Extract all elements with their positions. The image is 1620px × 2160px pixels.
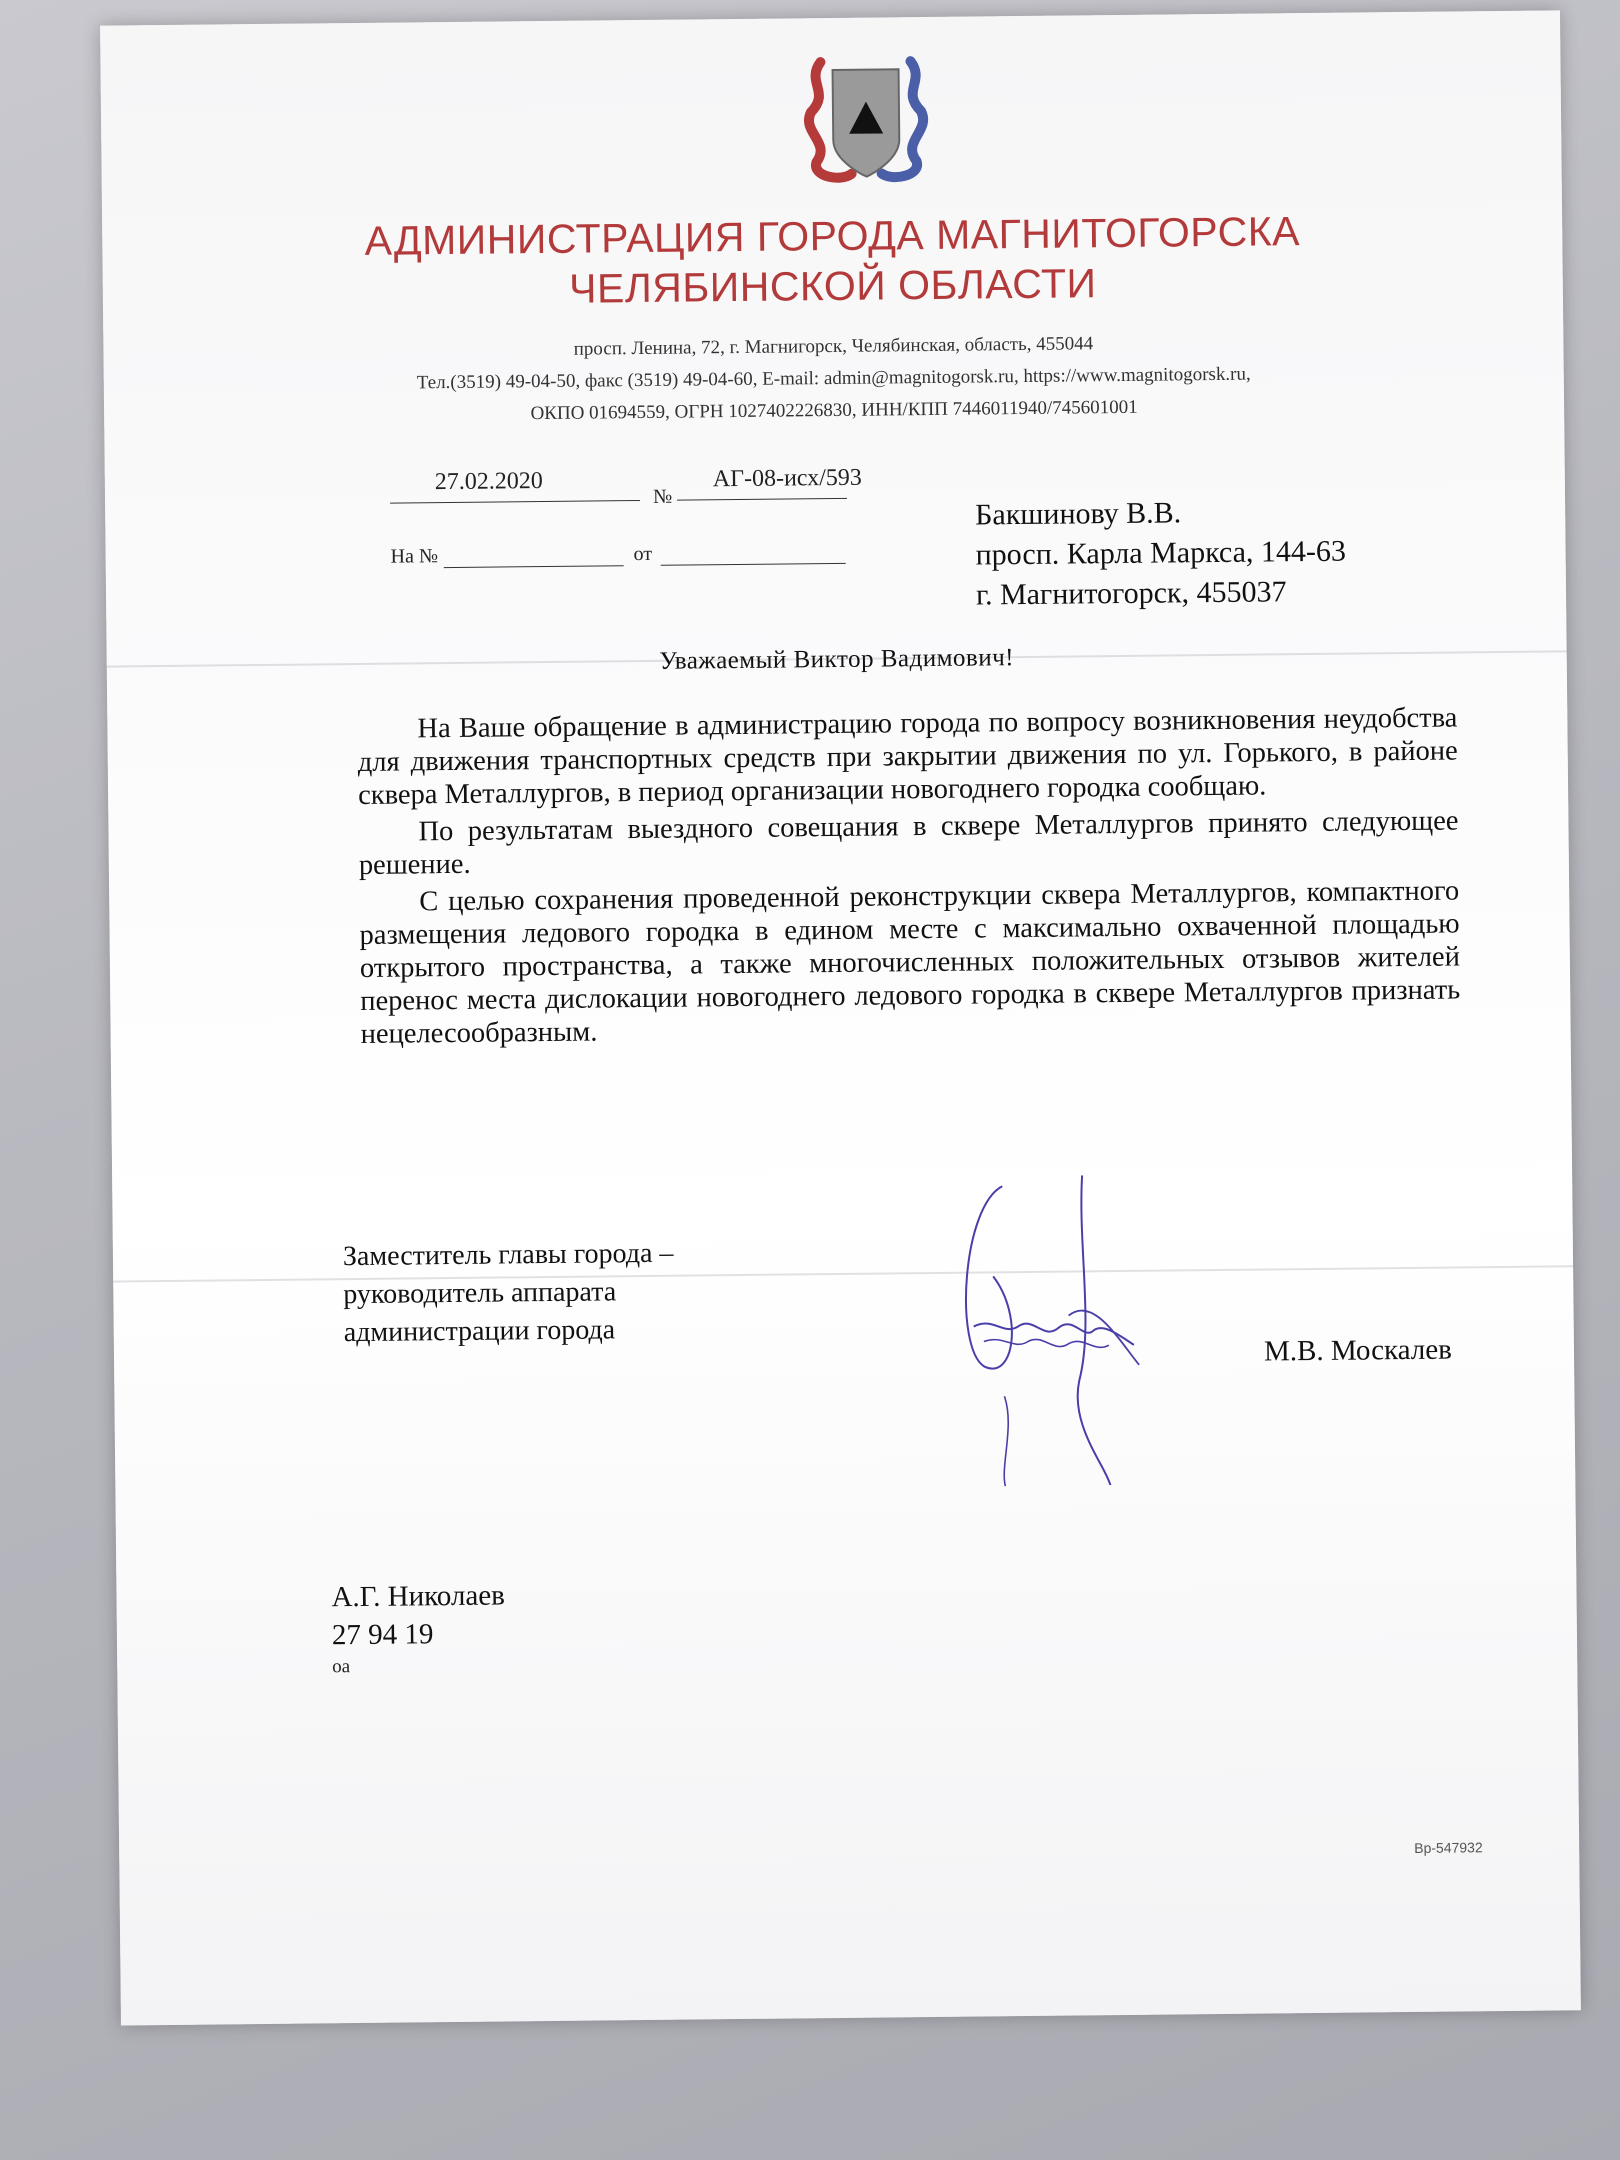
body-paragraph-2: По результатам выездного совещания в сквере Металлургов принято следующее решение. [358,805,1459,881]
paper-fold [113,1265,1573,1282]
number-label: № [652,485,673,508]
city-emblem-icon [800,51,931,192]
greeting: Уважаемый Виктор Вадимович! [659,644,1015,675]
reply-to-label: На № [390,545,439,568]
outgoing-number: АГ-08-исх/593 [712,464,862,493]
letter-body [357,701,1461,1055]
org-contacts: Тел.(3519) 49-04-50, факс (3519) 49-04-60, E-mail: admin@magnitogorsk.ru, https://www.magnitogorsk.ru, [416,363,1251,394]
executor-name: А.Г. Николаев [331,1579,505,1614]
reply-to-underline [444,565,624,568]
org-address: просп. Ленина, 72, г. Магнигорск, Челябинская, область, 455044 [573,333,1094,360]
body-paragraph-3: С целью сохранения проведенной реконструкции сквера Металлургов, компактного размещения ледового городка в едином месте с максимально охваченной площадью открытого пространства, а также многочисленных положительных отзывов жителей перенос места дислокации новогоднего ледового городка в сквере Металлургов признать нецелесообразным. [359,875,1461,1050]
signer-position [343,1235,675,1352]
number-underline [677,498,847,501]
addressee-street: просп. Карла Маркса, 144-63 [975,534,1347,572]
org-title-line-2: ЧЕЛЯБИНСКОЙ ОБЛАСТИ [568,260,1097,312]
executor-code: оа [332,1656,351,1678]
outgoing-date: 27.02.2020 [434,468,543,496]
from-label: от [633,542,653,566]
addressee-city: г. Магнитогорск, 455037 [975,575,1287,612]
executor-phone: 27 94 19 [331,1618,434,1652]
addressee-name: Бакшинову В.В. [975,496,1182,532]
org-title-line-1: АДМИНИСТРАЦИЯ ГОРОДА МАГНИТОГОРСКА [364,208,1301,264]
org-registry: ОКПО 01694559, ОГРН 1027402226830, ИНН/КПП 7446011940/745601001 [530,396,1138,425]
document-code: Вр-547932 [1414,1839,1483,1856]
date-underline [390,500,640,504]
body-paragraph-1: На Ваше обращение в администрацию города по вопросу возникновения неудобства для движения транспортных средств при закрытии движения по ул. Горького, в районе сквера Металлургов, в период организации новогоднего городка сообщаю. [357,702,1458,811]
handwritten-signature [942,1165,1165,1487]
signer-name: М.В. Москалев [1263,1333,1453,1368]
signer-position-line-1: Заместитель главы города – [342,1237,674,1273]
letter-sheet [100,10,1581,2025]
from-underline [661,563,846,566]
executor-block [331,1576,505,1654]
signer-position-line-3: администрации города [343,1314,616,1349]
signer-position-line-2: руководитель аппарата [343,1276,617,1311]
